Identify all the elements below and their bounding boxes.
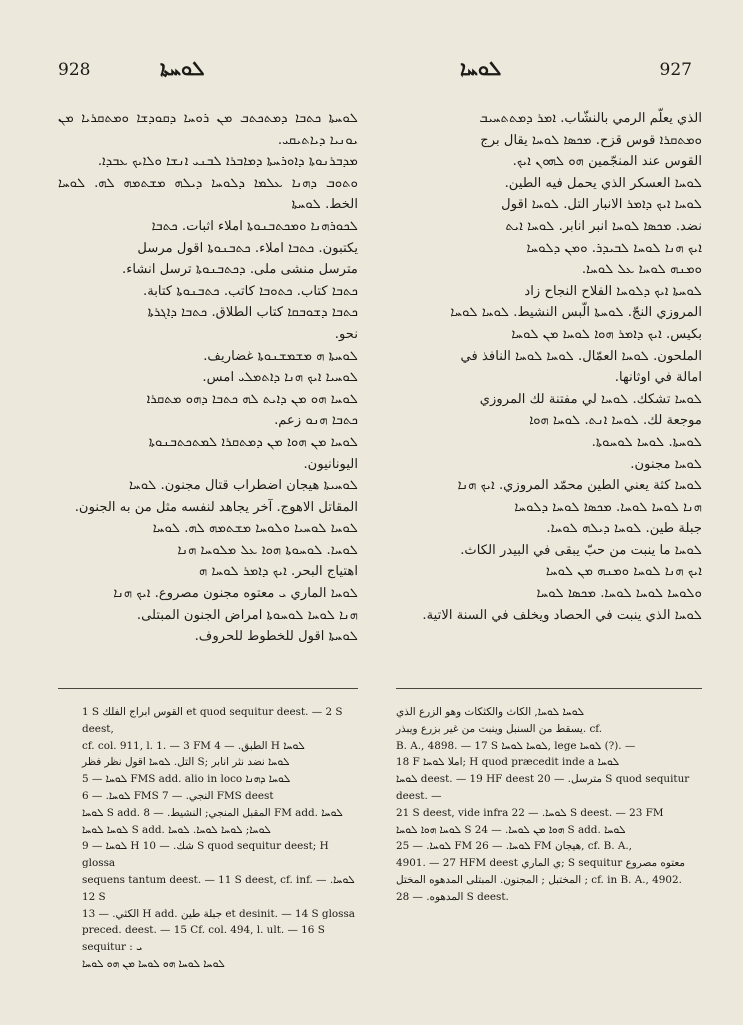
- text-line: ܠܘܚܐ الماري ܝ معتوه مجنون مصروع. ܐܝܟ ܗܢܐ: [113, 586, 358, 602]
- text-line: ܠܘܚܬܐ. ܠܘܚܐ ܠܘܚܘܬܐ.: [591, 434, 702, 450]
- footnote-line: ܠܘܚܐ ܠܘܚܐ ܗܘ ܠܘܚܐ ܡܢ ܗܘ ܠܘܚܐ: [82, 957, 225, 970]
- footnote-line: 21 S deest, vide infra ܠܘܚܐ. — 22 S deest. — 23 FM: [396, 806, 664, 819]
- footnote-line: يسقط من السنبل وينبت من غير بزرع ويبذر. cf.: [396, 722, 603, 735]
- text-line: ܡܕܒܪܢܘܬܐ ܕܐܘܪܚܬܐ ܕܡܐܒܪܐ ܠܒܢܝ ܐܢܫܐ ܘܠܐܝܟ ܥܒܕܐ.: [97, 154, 358, 170]
- footnote-line: B. A., 4898. — 17 S ܠܘܚܐ ܠܘܚܐ, lege ܠܘܚܐ (?). —: [396, 739, 636, 752]
- text-line: ܗܢܐ ܠܘܚܐ ܠܘܚܐ. ܡܟܣܐ ܠܘܚܐ ܕܠܘܚܐ: [514, 499, 702, 515]
- text-line: ܠܘܚܐ ܡܢ ܗܘܐ ܡܢ ܕܡܬܩܪܐ ܠܡܬܟܬܒܢܘܬܐ: [148, 434, 358, 450]
- text-line: ܠܘܚܐ مجنون.: [630, 456, 702, 472]
- page-header: [30, 28, 718, 80]
- text-line: جبلة طين. ܠܘܚܐ ܕܝܠܗ ܠܘܚܐ.: [546, 521, 702, 537]
- footnote-line: 4901. — 27 HFM deest ي الماري; S sequitur معتوه مصروع: [396, 857, 685, 870]
- text-line: المقاتل الاهوج. آخر يجاهد لنفسه مثل من به الجنون.: [74, 499, 358, 515]
- text-line: امالة في اوثانها.: [614, 370, 702, 386]
- text-line: ܗܢܐ ܠܘܚܐ ܠܘܚܘܬܐ امراض الجنون المبتلى.: [136, 607, 358, 623]
- text-line: نحو.: [334, 326, 358, 342]
- text-line: ܘܡܢܗ ܠܘܚܐ ܥܠ ܠܘܚܐ.: [581, 262, 702, 278]
- footnote-line: 18 F املا ܠܘܚܐ; H quod præcedit inde a ܠܘܚܐ: [396, 756, 620, 769]
- text-line: المروزي النجّ. ܠܘܚܬܐ الّبس النشيط. ܠܘܚܐ ܠܘܚܐ: [450, 305, 702, 321]
- text-line: ܠܘܚܐ. ܠܘܚܘܬܐ ܗܘܐ ܥܠ ܡܠܘܚܐ ܗܢܐ: [177, 542, 358, 558]
- text-line: ܠܘܚܬܐ ܐܝܟ ܕܠܘܚܐ الفلاح النجاح زاد: [524, 283, 702, 299]
- text-line: ܠܘܚܝܬܐ هيجان اضطراب قتال مجنون. ܠܘܚܐ: [129, 478, 358, 494]
- footnote-line: cf. col. 911, l. 1. — 3 FM الطبق. — 4 H ܠܘܚܐ: [82, 739, 305, 752]
- text-line: ܐܝܟ ܗܢܐ ܠܘܚܐ ܠܒܝܕܪ. ܘܡܢ ܕܠܘܚܐ: [526, 240, 702, 256]
- footnote-line: ܠܘܚܐ. — 25 FM ܠܘܚܐ. — 26 FM هيجان, cf. B. A.,: [396, 840, 632, 853]
- left-page-number: 928: [58, 60, 91, 80]
- text-line: ܠܘܚܐ تشكك. ܠܘܚܐ لي مفتنة لك المروزي: [479, 391, 702, 407]
- footnote-line: ܠܘܚܐ ܗܘܐ ܠܘܚܐ S ܗܘܐ ܡܢ ܠܘܚܐ. — 24 S add. ܠܘܚܐ: [396, 823, 626, 836]
- text-line: الملحون. ܠܘܚܐ العمّال. ܠܘܚܐ ܠܘܚܐ النافذ في: [460, 348, 702, 364]
- right-text-column: [396, 108, 702, 626]
- text-line: موجعة لك. ܠܘܚܐ ܐܢܬ. ܠܘܚܐ ܗܘܐ: [529, 413, 702, 429]
- text-line: يكتبون. ܟܬܒܐ املاء. ܟܬܒܢܘܬܐ اقول مرسل: [137, 240, 358, 256]
- text-line: اليونانيون.: [303, 456, 358, 472]
- left-running-head: ܠܘܚܬܐ: [160, 56, 205, 80]
- text-line: ܠܘܚܬܐ ܟܬܒܐ ܕܡܬܟܬܒ ܡܢ ܪܘܚܐ ܕܩܘܕܫܐ ܘܡܬܩܪܝܐ ܡܢ ܝܘܢܝܐ ܕܝܐܬܝܩܝ.: [58, 111, 358, 148]
- left-text-column: [58, 108, 358, 648]
- text-line: ܠܘܚܐ ما ينبت من حبّ يبقى في البيدر الكاث.: [460, 542, 702, 558]
- text-line: بكيس. ܐܝܟ ܕܐܡܪ ܗܘܐ ܠܘܚܐ ܡܢ ܠܘܚܐ: [511, 326, 702, 342]
- footnote-line: ܠܘܚܐ ܠܘܚܐ S add. ܠܘܚܐ; ܠܘܚܐ ܠܘܚܐ. ܠܘܚܐ: [82, 823, 271, 836]
- footnote-line: ܠܘܚܐ deest. — 19 HF deest مترسل. — 20 S quod sequitur deest. —: [396, 773, 690, 802]
- footnote-line: ܠܘܚܐ — 9 H شك. — 10 S quod sequitur deest; H glossa: [82, 840, 329, 870]
- footnote-line: preced. deest. — 15 Cf. col. 494, l. ult. — 16 S sequitur : ܝ: [82, 924, 325, 954]
- footnote-line: ܠܘܚܐ ܠܘܚܐ, الكاث والكثكات وهو الزرع الذي: [396, 706, 584, 718]
- text-line: ܠܘܚܐ ܐܝܟ ܕܐܡܪ الانبار التل. ܠܘܚܐ اقول: [501, 197, 702, 213]
- text-line: ܠܘܚܐ الذي ينبت في الحصاد ويخلف في السنة الاتية.: [422, 607, 702, 623]
- text-line: ܟܬܒܐ كتاب. ܟܬܘܒܐ كاتب. ܟܬܒܢܘܬܐ كتابة.: [143, 283, 358, 299]
- footnote-line: ܠܘܚܐ S add. المقبل المنجي; النشيط. — 8 FM add. ܠܘܚܐ: [82, 806, 343, 819]
- text-line: ܟܬܒܐ ܗܢܘ زعم.: [274, 413, 358, 429]
- text-line: ܘܠܘܚܐ ܠܘܚܐ ܠܘܚܐ. ܡܟܣܐ ܠܘܚܐ: [536, 586, 702, 602]
- footnote-line: sequens tantum deest. — 11 S deest, cf. inf. ܠܘܚܐ. — 12 S: [82, 873, 355, 903]
- text-line: ܘܡܬܩܪܐ قوس قزح. ܡܟܣܐ ܠܘܚܐ يقال برج: [480, 132, 702, 148]
- footnote-line: المختبل ; المجنون. المبتلى المدهوه المختل ; cf. in B. A., 4902.: [396, 873, 682, 886]
- footnote-line: التل. ܠܘܚܐ اقول نظر فظر S; ܠܘܚܐ نضد نثر انابر: [82, 756, 290, 769]
- text-line: ܠܘܚܬܐ اقول للخطوط للحروف.: [194, 629, 358, 645]
- left-footnotes: [82, 704, 358, 973]
- text-line: الذي يعلّم الرمي بالنشّاب. ܐܡܪ ܕܡܬܬܚܝܒ: [479, 111, 702, 126]
- text-line: نضد. ܡܟܣܐ ܠܘܚܐ انبر انابر. ܠܘܚܐ ܐܝܬ: [505, 218, 702, 234]
- text-line: اهتياج البحر. ܐܝܟ ܕܐܡܪ ܠܘܚܐ ܗ: [199, 564, 358, 580]
- text-line: ܠܘܚܬܐ ܗ ܡܫܡܫܢܘܬܐ غضاريف.: [203, 348, 358, 364]
- text-line: القوس عند المنجّمين ܗܘ ܠܗܘܢ ܐܝܟ.: [512, 154, 702, 170]
- right-running-head: ܠܘܚܐ: [460, 56, 502, 80]
- footnote-line: ܠܘܚܐ. — 6 FMS النجي. — 7 FMS deest: [82, 789, 274, 802]
- text-line: ܠܟܘܪܗܢܐ ܘܡܟܬܒܢܘܬܐ املاء اثبات. ܟܬܒܐ: [151, 218, 358, 234]
- footnote-line: 1 S القوس ابراج الفلك et quod sequitur deest. — 2 S deest,: [82, 706, 343, 735]
- text-line: ܟܬܒܐ ܕܫܘܒܩܐ كتاب الطلاق. ܟܬܒܐ ܕܐܓܪܬܐ: [147, 305, 358, 321]
- footnote-line: المدهوه. — 28 S deest.: [396, 890, 509, 903]
- text-line: ܠܘܚܐ العسكر الذي يحمل فيه الطين.: [504, 175, 702, 191]
- text-line: ܠܘܚܐ ܗܘ ܡܢ ܕܐܝܬ ܠܗ ܟܬܒܐ ܕܗܘ ܡܬܩܪܐ: [146, 391, 358, 407]
- dictionary-page: [30, 28, 718, 1008]
- text-line: مترسل منشی ملی. ܕܟܬܒܢܘܬܐ ترسل انشاء.: [122, 262, 358, 278]
- text-line: ܐܝܟ ܗܢܐ ܠܘܚܐ ܘܡܢܗ ܡܢ ܠܘܚܐ: [545, 564, 702, 580]
- footnote-line: الكثي. — 13 H add. جبلة طين et desinit. — 14 S glossa: [82, 907, 356, 920]
- footnote-line: ܠܘܚܐ — 5 FMS add. alio in loco ܠܘܚܐ ܕܗܢܐ: [82, 773, 291, 786]
- text-line: ܠܘܚܝܐ ܐܝܟ ܗܢܐ ܕܐܬܡܠܝ امس.: [202, 370, 358, 386]
- text-line: ܠܘܚܐ كثة يعني الطين محمّد المروزي. ܐܝܟ ܗܢܐ: [457, 478, 702, 494]
- right-page-number: 927: [659, 60, 692, 80]
- left-footnote-rule: [58, 688, 358, 689]
- text-line: ܘܬܘܒ ܕܗܢܐ ܥܠܡܐ ܕܠܘܚܐ ܕܝܠܗ ܡܫܬܡܗ ܠܗ. ܠܘܚܐ الخط. ܠܘܚܬܐ: [58, 175, 358, 213]
- right-footnote-rule: [396, 688, 702, 689]
- text-line: ܠܘܚܐ ܠܘܚܝܐ ܘܠܘܚܐ ܡܫܬܡܗ ܠܗ. ܠܘܚܐ: [152, 521, 358, 537]
- right-footnotes: [396, 704, 702, 906]
